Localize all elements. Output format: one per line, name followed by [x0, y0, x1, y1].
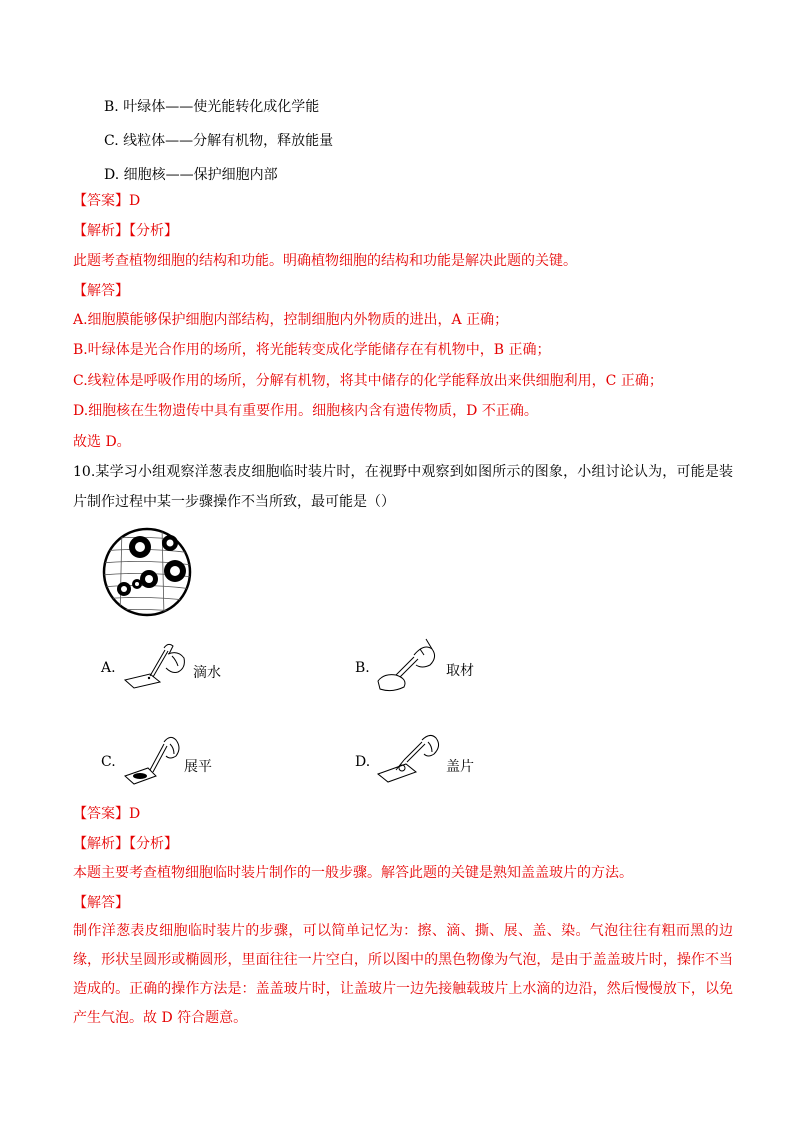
q9-solution-line-d: D.细胞核在生物遗传中具有重要作用。细胞核内含有遗传物质，D 不正确。	[73, 403, 538, 419]
q9-answer: 【答案】D	[73, 193, 141, 209]
option-d: D. 细胞核——保护细胞内部	[104, 167, 278, 183]
q10-option-b-letter: B.	[355, 660, 370, 676]
forceps-hand-icon	[374, 635, 444, 695]
q10-solution: 制作洋葱表皮细胞临时装片的步骤，可以简单记忆为：擦、滴、撕、展、盖、染。气泡往往有粗而黑的边缘，形状呈圆形或椭圆形，里面往往一片空白，所以图中的黑色物像为气泡，是由于盖盖玻片时，操作不当造成的。正确的操作方法是：盖盖玻片时，让盖玻片一边先接触载玻片上水滴的边沿，然后慢慢放下，以免产生气泡。故 D 符合题意。	[73, 923, 733, 1026]
q10-option-d-letter: D.	[355, 754, 371, 770]
q10-option-a-letter: A.	[101, 660, 116, 676]
option-c: C. 线粒体——分解有机物，释放能量	[104, 133, 334, 149]
option-b: B. 叶绿体——使光能转化成化学能	[104, 99, 320, 115]
q10-option-b-label: 取材	[446, 663, 474, 679]
q9-analysis: 此题考查植物细胞的结构和功能。明确植物细胞的结构和功能是解决此题的关键。	[73, 253, 577, 269]
q10-analysis-heading: 【解析】【分析】	[73, 836, 178, 852]
q10-solution-heading: 【解答】	[73, 895, 129, 911]
q9-solution-line-a: A.细胞膜能够保护细胞内部结构，控制细胞内外物质的进出，A 正确；	[73, 312, 509, 328]
microscope-field-figure	[102, 527, 192, 617]
q10-answer: 【答案】D	[73, 806, 141, 822]
q10-option-d-label: 盖片	[446, 759, 474, 775]
q9-conclusion: 故选 D。	[73, 434, 131, 450]
q9-solution-line-b: B.叶绿体是光合作用的场所，将光能转变成化学能储存在有机物中，B 正确；	[73, 342, 551, 358]
q10-option-a-label: 滴水	[193, 665, 221, 681]
q9-solution-heading: 【解答】	[73, 283, 129, 299]
dropper-hand-icon	[120, 640, 190, 695]
q9-analysis-heading: 【解析】【分析】	[73, 223, 178, 239]
needle-spread-icon	[120, 732, 190, 787]
q9-solution-line-c: C.线粒体是呼吸作用的场所，分解有机物，将其中储存的化学能释放出来供细胞利用，C 正确；	[73, 373, 663, 389]
coverslip-hand-icon	[374, 730, 449, 785]
q10-option-c-label: 展平	[184, 759, 212, 775]
q10-analysis: 本题主要考查植物细胞临时装片制作的一般步骤。解答此题的关键是熟知盖盖玻片的方法。	[73, 865, 633, 881]
q10-option-c-letter: C.	[101, 754, 116, 770]
q10-stem: 10.某学习小组观察洋葱表皮细胞临时装片时，在视野中观察到如图所示的图象，小组讨论认为，可能是装片制作过程中某一步骤操作不当所致，最可能是（）	[73, 464, 733, 510]
